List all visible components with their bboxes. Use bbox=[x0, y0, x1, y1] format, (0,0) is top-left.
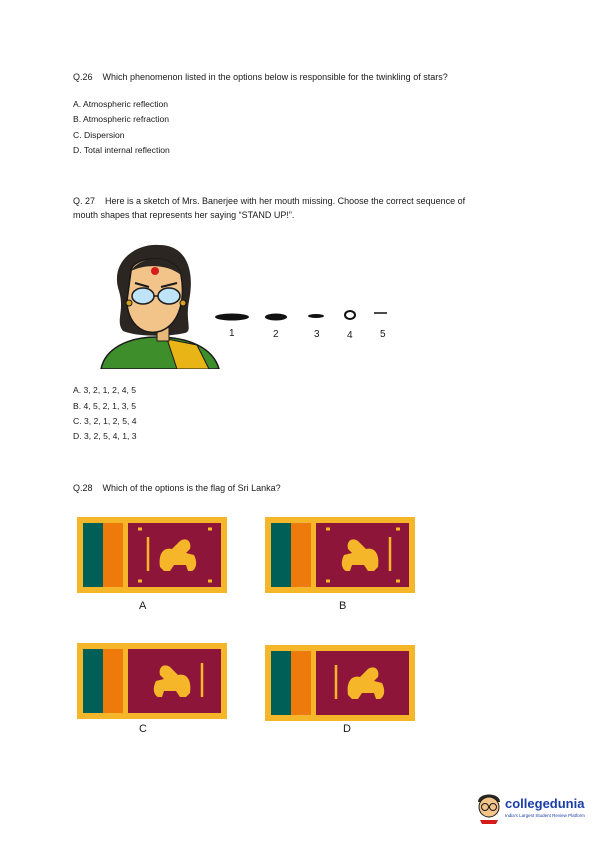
question-28 bbox=[73, 482, 281, 495]
mouth-shape-3 bbox=[308, 314, 324, 318]
mouth-shape-4 bbox=[345, 311, 355, 319]
collegedunia-mascot-icon bbox=[474, 790, 504, 824]
maroon-panel bbox=[128, 649, 221, 713]
option-a: A. Atmospheric reflection bbox=[73, 99, 169, 109]
green-stripe bbox=[83, 523, 103, 587]
green-stripe bbox=[271, 651, 291, 715]
option-a: A. 3, 2, 1, 2, 4, 5 bbox=[73, 385, 137, 395]
lion-emblem-icon bbox=[316, 651, 409, 715]
mouth-label-2: 2 bbox=[273, 329, 279, 340]
maroon-panel bbox=[128, 523, 221, 587]
flag-label-a: A bbox=[139, 600, 147, 612]
logo-tagline: India's Largest Student Review Platform bbox=[505, 813, 585, 818]
flag-label-c: C bbox=[139, 723, 147, 735]
mouth-shape-1 bbox=[215, 314, 249, 321]
green-stripe bbox=[271, 523, 291, 587]
question-text-line1: Here is a sketch of Mrs. Banerjee with her mouth missing. Choose the correct sequence of bbox=[105, 196, 466, 206]
mouth-label-4: 4 bbox=[347, 330, 353, 341]
orange-stripe bbox=[291, 651, 311, 715]
mouth-label-5: 5 bbox=[380, 329, 386, 340]
maroon-panel bbox=[316, 523, 409, 587]
flag-option-c bbox=[77, 643, 227, 719]
flag-option-a bbox=[77, 517, 227, 593]
option-d: D. Total internal reflection bbox=[73, 145, 170, 155]
flag-label-d: D bbox=[343, 723, 351, 735]
question-number: Q.26 bbox=[73, 72, 93, 82]
green-stripe bbox=[83, 649, 103, 713]
maroon-panel bbox=[316, 651, 409, 715]
flag-label-b: B bbox=[339, 600, 347, 612]
question-text: Which of the options is the flag of Sri Lanka? bbox=[102, 483, 281, 493]
question-26 bbox=[73, 71, 448, 84]
woman-sketch-illustration bbox=[97, 241, 222, 369]
mouth-shapes bbox=[212, 305, 392, 325]
option-b: B. Atmospheric refraction bbox=[73, 114, 170, 124]
option-c: C. 3, 2, 1, 2, 5, 4 bbox=[73, 416, 137, 426]
option-d: D. 3, 2, 5, 4, 1, 3 bbox=[73, 431, 137, 441]
orange-stripe bbox=[103, 649, 123, 713]
lion-emblem-icon bbox=[128, 649, 221, 713]
flag-option-d bbox=[265, 645, 415, 721]
question-27 bbox=[73, 195, 465, 208]
orange-stripe bbox=[291, 523, 311, 587]
option-c: C. Dispersion bbox=[73, 130, 125, 140]
mouth-shape-2 bbox=[265, 314, 287, 321]
option-b: B. 4, 5, 2, 1, 3, 5 bbox=[73, 401, 137, 411]
lion-emblem-icon bbox=[128, 523, 221, 587]
question-text: Which phenomenon listed in the options below is responsible for the twinkling of stars? bbox=[102, 72, 448, 82]
question-number: Q.28 bbox=[73, 483, 93, 493]
logo-wordmark: collegedunia bbox=[505, 796, 585, 811]
question-number: Q. 27 bbox=[73, 196, 96, 206]
mouth-label-1: 1 bbox=[229, 328, 235, 339]
orange-stripe bbox=[103, 523, 123, 587]
question-27-line2: mouth shapes that represents her saying “STAND UP!”. bbox=[73, 210, 295, 220]
flag-option-b bbox=[265, 517, 415, 593]
mouth-label-3: 3 bbox=[314, 329, 320, 340]
lion-emblem-icon bbox=[316, 523, 409, 587]
